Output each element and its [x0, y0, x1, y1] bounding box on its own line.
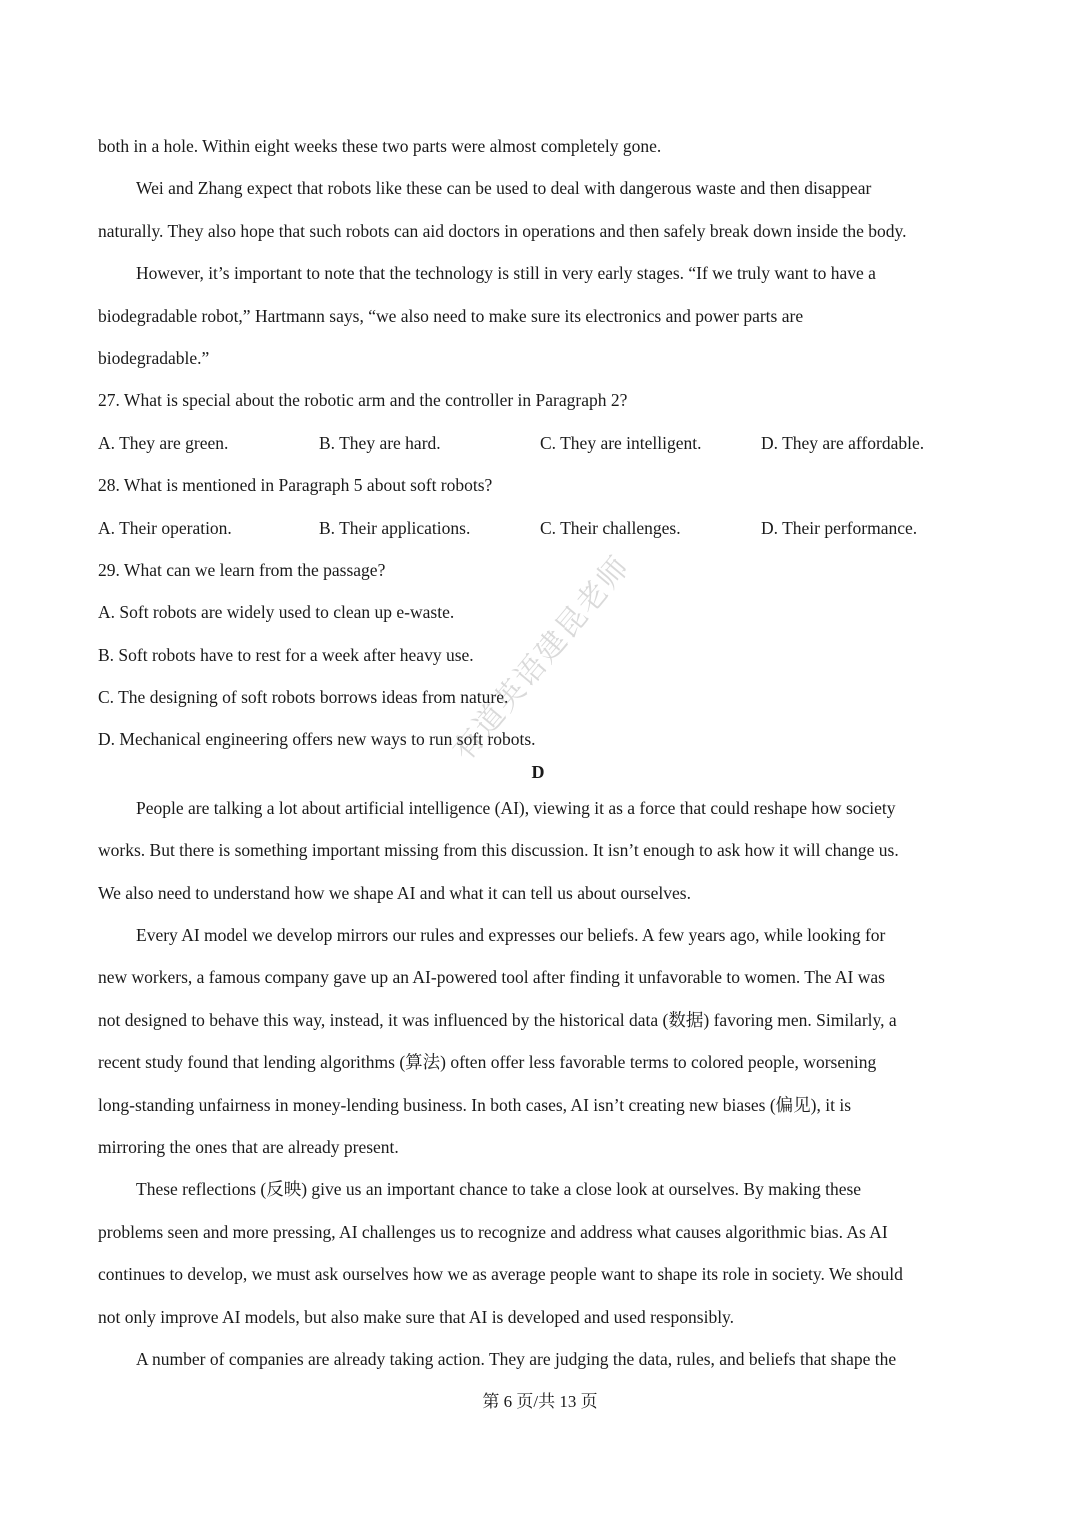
- watermark-text: 有道英语建昆老师: [446, 549, 638, 768]
- section-d-line: problems seen and more pressing, AI challenges us to recognize and address what causes algorithmic bias. As AI: [98, 1221, 888, 1242]
- section-d-line: new workers, a famous company gave up an AI-powered tool after finding it unfavorable to women. The AI was: [98, 967, 885, 988]
- section-d-line: People are talking a lot about artificial intelligence (AI), viewing it as a force that could reshape how society: [136, 797, 896, 818]
- section-d-line: works. But there is something important missing from this discussion. It isn’t enough to ask how it will change us.: [98, 840, 899, 861]
- exam-page: [98, 125, 988, 1380]
- section-d-line: continues to develop, we must ask ourselves how we as average people want to shape its role in society. We should: [98, 1264, 903, 1285]
- question-28-stem: 28. What is mentioned in Paragraph 5 about soft robots?: [98, 475, 493, 496]
- section-d-line: These reflections (反映) give us an important chance to take a close look at ourselves. By making these: [136, 1179, 862, 1200]
- q28-option-b: B. Their applications.: [319, 517, 471, 538]
- question-29-stem: 29. What can we learn from the passage?: [98, 559, 386, 580]
- section-d-line: not only improve AI models, but also make sure that AI is developed and used responsibly.: [98, 1306, 735, 1327]
- section-d-title: D: [531, 761, 545, 782]
- question-27-stem: 27. What is special about the robotic arm and the controller in Paragraph 2?: [98, 390, 628, 411]
- page-footer: 第 6 页/共 13 页: [482, 1392, 598, 1411]
- passage-c-line: both in a hole. Within eight weeks these two parts were almost completely gone.: [98, 136, 662, 156]
- q29-option-d: D. Mechanical engineering offers new ways to run soft robots.: [98, 729, 536, 750]
- q27-option-a: A. They are green.: [98, 432, 229, 453]
- q27-option-d: D. They are affordable.: [761, 432, 925, 453]
- section-d-line: Every AI model we develop mirrors our rules and expresses our beliefs. A few years ago, while looking for: [136, 925, 886, 946]
- passage-c-line: biodegradable.”: [98, 347, 210, 368]
- section-d-line: A number of companies are already taking action. They are judging the data, rules, and beliefs that shape the: [136, 1348, 897, 1369]
- q29-option-b: B. Soft robots have to rest for a week after heavy use.: [98, 644, 474, 665]
- section-d-line: We also need to understand how we shape AI and what it can tell us about ourselves.: [98, 882, 691, 903]
- q29-option-c: C. The designing of soft robots borrows ideas from nature.: [98, 687, 509, 708]
- passage-c-line: biodegradable robot,” Hartmann says, “we also need to make sure its electronics and power parts are: [98, 305, 804, 326]
- q28-option-a: A. Their operation.: [98, 517, 232, 538]
- section-d-line: not designed to behave this way, instead, it was influenced by the historical data (数据) favoring men. Similarly, a: [98, 1009, 897, 1030]
- question-27-options: [98, 422, 988, 464]
- q28-option-d: D. Their performance.: [761, 517, 918, 538]
- passage-c-line: naturally. They also hope that such robots can aid doctors in operations and then safely break down inside the body.: [98, 220, 907, 241]
- q27-option-b: B. They are hard.: [319, 432, 441, 453]
- q28-option-c: C. Their challenges.: [540, 517, 681, 538]
- section-d-line: recent study found that lending algorithms (算法) often offer less favorable terms to colored people, worsening: [98, 1052, 877, 1073]
- passage-c-line: Wei and Zhang expect that robots like these can be used to deal with dangerous waste and then disappear: [136, 178, 872, 199]
- passage-c-line: However, it’s important to note that the technology is still in very early stages. “If we truly want to have a: [136, 263, 876, 284]
- q29-option-a: A. Soft robots are widely used to clean up e-waste.: [98, 602, 455, 623]
- section-d-line: long-standing unfairness in money-lending business. In both cases, AI isn’t creating new biases (偏见), it is: [98, 1094, 852, 1115]
- question-28-options: [98, 507, 988, 549]
- q27-option-c: C. They are intelligent.: [540, 432, 702, 453]
- section-d-line: mirroring the ones that are already present.: [98, 1136, 399, 1157]
